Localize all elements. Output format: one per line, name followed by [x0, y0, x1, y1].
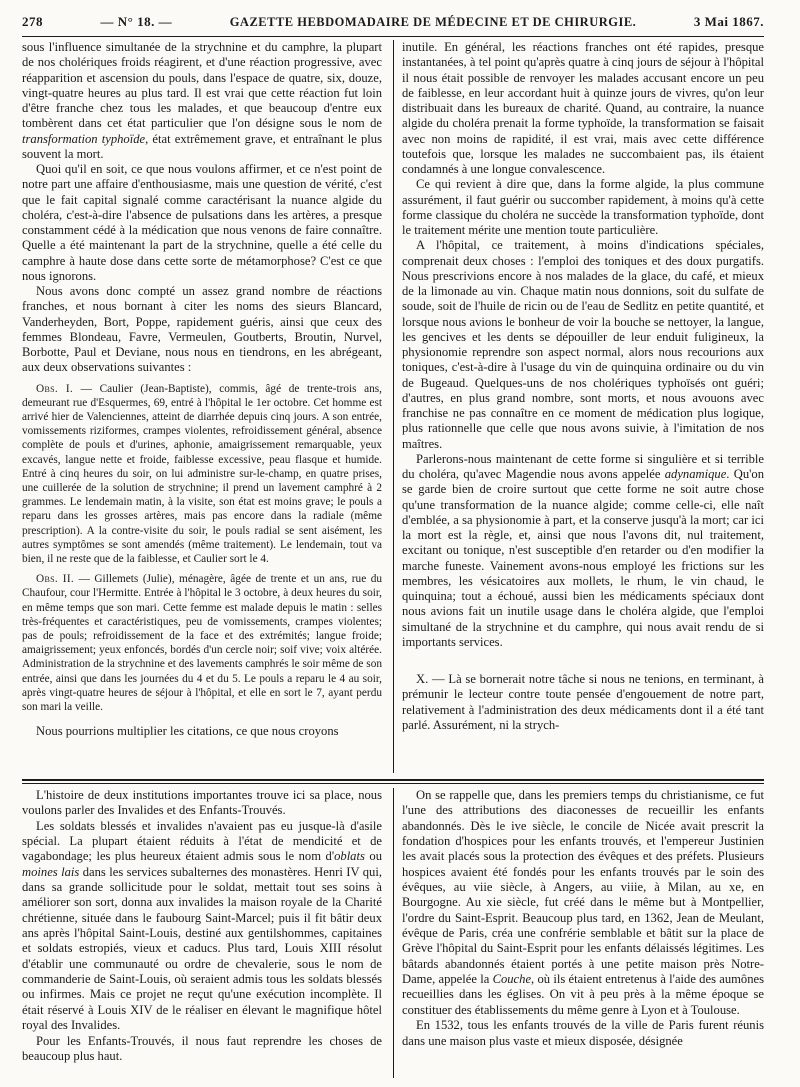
upper-right-column: [402, 40, 764, 776]
paragraph: Quoi qu'il en soit, ce que nous voulons affirmer, et ce n'est point de notre part une affaire d'enthousiasme, mais une question de vérité, c'est que le fait capital signalé comme caractérisant la nuance algide du choléra, c'est-à-dire l'absence de pulsations dans les artères, a presque constamment cédé à la médication que nous venons de faire connaître. Quelle a été maintenant la part de la strychnine, quelle a été celle du camphre à haute dose dans cette sorte de métamorphose? C'est ce que nous ignorons.: [22, 162, 382, 283]
observation-2: Obs. II. — Gillemets (Julie), ménagère, âgée de trente et un ans, rue du Chaufour, cour l'Hermitte. Entrée à l'hôpital le 3 octobre, à deux heures du soir, en même temps que son mari. Cette femme est malade depuis le matin : selles très-fréquentes et caractéristiques, peu de vomissements, crampes violentes; pas de pouls; refroidissement de la face et des extrémités; langue froide; amaigrissement; yeux enfoncés, bordés d'un cercle noir; soif vive; voix altérée. Administration de la strychnine et des lavements camphrés le soir même de son entrée, ainsi que dans les journées du 4 et du 5. Le pouls a reparu le 4 au soir, après vingt-quatre heures de séjour à l'hôpital, et elle en sort le 7, ayant perdu son mari la veille.: [22, 573, 382, 713]
paragraph: Les soldats blessés et invalides n'avaient pas eu jusque-là d'asile spécial. La plupart étaient réduits à l'état de mendicité et de vagabondage; les plus heureux étaient admis sous le nom d'oblats ou moines lais dans les services subalternes des monastères. Henri IV qui, dans sa grande sollicitude pour le soldat, mettait tout ses soins à améliorer son sort, donna aux invalides la maison royale de la Charité chrétienne, située dans le faubourg Saint-Marcel; puis il fit bâtir deux ans après l'hôpital Saint-Louis, destiné aux gentilshommes, capitaines et soldats estropiés, vieux et caducs. Plus tard, Louis XIII résolut d'établir une communauté ou ordre de chevalerie, sous le nom de commanderie de Saint-Louis, où seraient admis tous les soldats blessés ou infirmes. Mais ce projet ne reçut qu'une exécution incomplète. Il était réservé à Louis XIV de le réaliser en élevant le magnifique hôtel royal des Invalides.: [22, 818, 382, 1033]
paragraph: En 1532, tous les enfants trouvés de la ville de Paris furent réunis dans une maison plus vaste et mieux disposée, désignée: [402, 1018, 764, 1048]
section-x-paragraph: X. — Là se bornerait notre tâche si nous ne tenions, en terminant, à prémunir le lecteur contre toute pensée d'engouement de notre part, relativement à l'administration des deux médicaments dont il a été tant parlé. Assurément, ni la strych-: [402, 672, 764, 732]
column-divider-lower: [393, 788, 394, 1078]
page-header: [22, 14, 764, 34]
paragraph: Parlerons-nous maintenant de cette forme si singulière et si terrible du choléra, qu'avec Magendie nous avons appelée adynamique. Qu'on se garde bien de croire surtout que cette forme ne soit autre chose qu'une transformation de la nuance algide; comme celle-ci, elle naît d'emblée, a sa physionomie à part, et la conserve jusqu'à la mort; car ici la mort est la règle, et, ainsi que nous l'avons dit, nul traitement, excitant ou tonique, n'est susceptible d'en retarder ou d'en modifier la marche funeste. Vainement avons-nous employé les frictions sur les membres, les vésicatoires aux mollets, le rhum, le vin chaud, le quinquina; tout a échoué, aussi bien les médicaments spéciaux dont nous avions fait un inutile usage dans le choléra algide, que l'emploi simultané de la strychnine et du camphre, qui nous avait rendu de si importants services.: [402, 451, 764, 649]
lower-right-column: [402, 788, 764, 1082]
paragraph: Ce qui revient à dire que, dans la forme algide, la plus commune assurément, il faut guérir ou succomber rapidement, à moins qu'à cette forme classique du choléra ne succède la transformation typhoïde, dont le traitement mérite une mention toute particulière.: [402, 177, 764, 237]
paragraph: L'histoire de deux institutions importantes trouve ici sa place, nous voulons parler des Invalides et des Enfants-Trouvés.: [22, 788, 382, 818]
paragraph: Nous avons donc compté un assez grand nombre de réactions franches, et nous bornant à citer les noms des sieurs Blancard, Vanderheyden, Bort, Poppe, rapidement guéris, ainsi que ceux des femmes Blondeau, Favre, Vermeulen, Goutberts, Broutin, Nurvel, Borbotte, Paul et Deviane, nous nous en tiendrons, en les abrégeant, aux deux observations suivantes :: [22, 284, 382, 375]
column-divider: [393, 40, 394, 773]
paragraph: sous l'influence simultanée de la strychnine et du camphre, la plupart de nos cholériques froids réagirent, et d'une réaction progressive, avec réapparition et ascension du pouls, dans l'espace de quatre, six, douze, vingt-quatre heures au plus tard. Il est vrai que cette réaction fut loin d'être franche chez tous les malades, et que beaucoup d'entre eux tombèrent dans cet état particulier que l'on désigne sous le nom de transformation typhoïde, état extrêmement grave, et entraînant le plus souvent la mort.: [22, 40, 382, 161]
feuilleton-rule-thin: [22, 783, 764, 784]
paragraph: Nous pourrions multiplier les citations, ce que nous croyons: [36, 724, 339, 739]
observation-1: Obs. I. — Caulier (Jean-Baptiste), commis, âgé de trente-trois ans, demeurant rue d'Esquermes, 69, entré à l'hôpital le 1er octobre. Cet homme est arrivé hier de Valenciennes, atteint de diarrhée depuis cinq jours. A son entrée, vomissements riziformes, crampes violentes, refroidissement général, absence complète de pouls et d'urines, aphonie, amaigrissement remarquable, yeux excavés, langue nette et froide, faiblesse excessive, peau flasque et humide. Entré à cinq heures du soir, on lui administre sur-le-champ, en quatre prises, une cuillerée de la solution de strychnine; il prend un lavement camphré à 2 grammes. Le lendemain matin, à la visite, son état est moins grave; le pouls a reparu dans les grosses artères, mais pas encore dans la radiale (même prescription). A la contre-visite du soir, le pouls radial se sent aisément, les autres symptômes se sont amendés (même traitement). Le lendemain, tout va bien, il ne reste que de la faiblesse, et Caulier sort le 4.: [22, 382, 382, 565]
upper-left-column: [22, 40, 382, 776]
paragraph: Pour les Enfants-Trouvés, il nous faut reprendre les choses de beaucoup plus haut.: [22, 1033, 382, 1063]
issue-date: 3 Mai 1867.: [693, 14, 764, 29]
lower-left-column: [22, 788, 382, 1082]
paragraph: On se rappelle que, dans les premiers temps du christianisme, ce fut l'une des attributions des diaconesses de recueillir les enfants abandonnés. Dès le ive siècle, le concile de Nicée avait prescrit la fondation d'hospices pour les enfants trouvés, et l'empereur Justinien les avait placés sous la protection des évêques et des préfets. Plusieurs hospices avaient été fondés pour les enfants trouvés par le soin des évêques, au viie siècle, à Angers, au viiie, à Milan, au xe, en Bourgogne. Au xie siècle, fut créé dans le même but à Montpellier, l'ordre du Saint-Esprit. Beaucoup plus tard, en 1362, Jean de Meulant, évêque de Paris, créa une confrérie semblable et bâtit sur la place de Grève l'hôpital du Saint-Esprit pour les enfants délaissés légitimes. Les bâtards abandonnés étaient portés à une petite maison près Notre-Dame, appelée la Couche, où ils étaient entretenus à l'aide des aumônes recueillies dans les églises. On vit à peu près à la même époque se constituer des établissements du même genre à Lyon et à Toulouse.: [402, 788, 764, 1017]
journal-title: GAZETTE HEBDOMADAIRE DE MÉDECINE ET DE CHIRURGIE.: [229, 15, 637, 29]
feuilleton-rule: [22, 779, 764, 781]
paragraph: inutile. En général, les réactions franches ont été rapides, presque instantanées, à tel point qu'après quatre à cinq jours de séjour à l'hôpital il nous était possible de renvoyer les malades accusant encore un peu de faiblesse, en leur accordant huit à quinze jours de vivres, qu'on leur distribuait dans les bureaux de charité. Quand, au contraire, la nuance algide du choléra prenait la forme typhoïde, la transformation se faisait avec non moins de rapidité, il est vrai, mais avec cette différence toutefois que, lorsque les malades ne succombaient pas, ils étaient condamnés à une longue convalescence.: [402, 40, 764, 176]
paragraph: A l'hôpital, ce traitement, à moins d'indications spéciales, comprenait deux choses : l'emploi des toniques et des doux purgatifs. Nous prescrivions encore à nos malades de la glace, du café, et mieux de la limonade au vin. Chaque matin nous donnions, soit du sulfate de soude, soit de l'huile de ricin ou de l'eau de Sedlitz en petite quantité, et lorsque nous avions le bonheur de voir la bouche se nettoyer, la langue, les gencives et les dents se dépouiller de leur enduit fuligineux, la physionomie reprendre son aspect normal, alors nous recourions aux toniques, c'est-à-dire à l'usage du vin de quinquina ordinaire ou du vin de Bugeaud. Quelques-uns de nos cholériques typhoïsés ont guéri; d'autres, en plus grand nombre, sont morts, et nous avouons avec franchise ne pas connaître en ce moment de médication plus logique, plus rationnelle que celle que nous avons suivie, à l'imitation de nos maîtres.: [402, 238, 764, 451]
issue-number: — N° 18. —: [100, 14, 173, 29]
page-number: 278: [22, 14, 43, 29]
header-rule: [22, 36, 764, 37]
newspaper-page: [22, 0, 764, 1087]
